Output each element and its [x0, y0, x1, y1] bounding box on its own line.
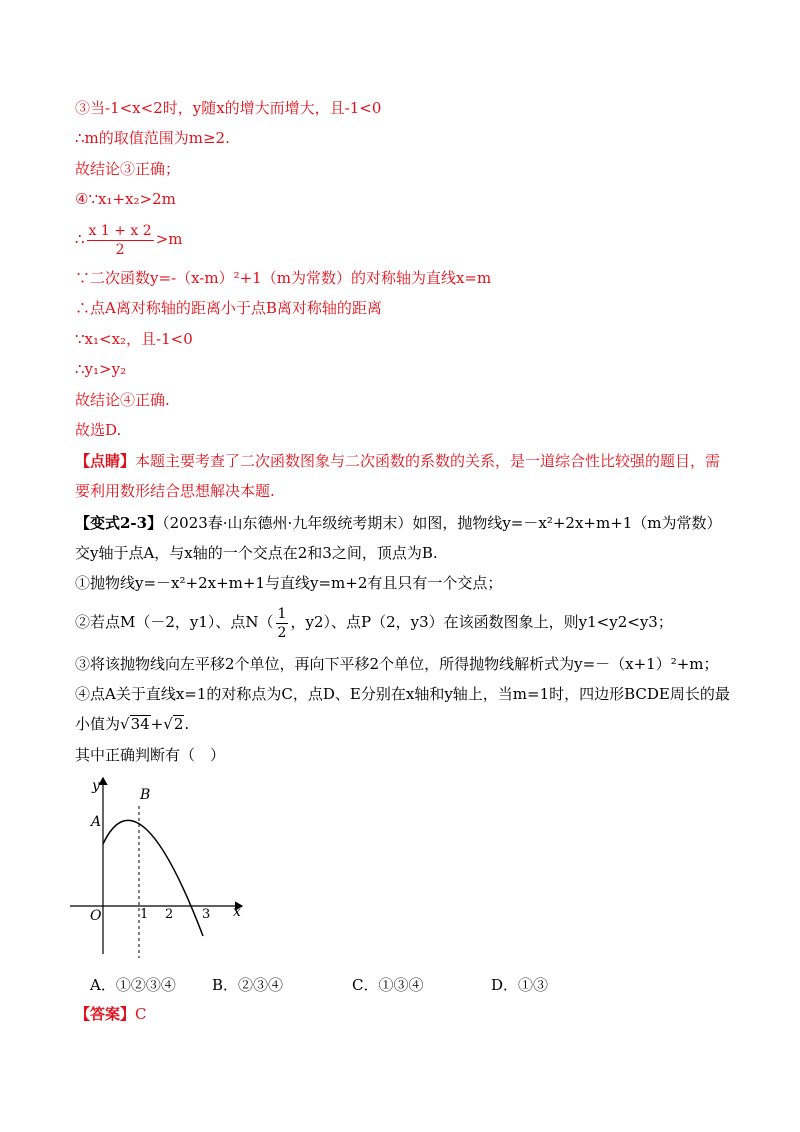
statement-4-prefix: 小值为	[75, 715, 121, 733]
fraction-denominator: 2	[277, 624, 287, 641]
answer-line	[75, 1004, 147, 1024]
x-tick-1: 1	[140, 907, 149, 922]
inequality-tail: >m	[155, 230, 183, 248]
question-prompt: 其中正确判断有（ ）	[75, 746, 226, 764]
variant-paragraph	[75, 508, 735, 568]
solution-line-4: ④∵x₁+x₂>2m	[75, 190, 176, 208]
solution-line-6: ∵二次函数y=-（x-m）²+1（m为常数）的对称轴为直线x=m	[75, 269, 492, 287]
solution-line-7: ∴点A离对称轴的距离小于点B离对称轴的距离	[75, 299, 382, 317]
y-axis-label: y	[92, 778, 100, 794]
option-d: D．①③	[491, 976, 549, 994]
point-a-label: A	[91, 814, 102, 830]
solution-line-9: ∴y₁>y₂	[75, 360, 127, 378]
statement-2-prefix: ②若点M（－2，y1）、点N（	[75, 613, 274, 631]
fraction-denominator: 2	[115, 241, 125, 258]
comment-tag: 【点睛】	[75, 452, 136, 470]
comment-text: 本题主要考查了二次函数图象与二次函数的系数的关系，是一道综合性比较强的题目，需要利用数形结合思想解决本题.	[75, 452, 721, 500]
variant-tag: 【变式2-3】	[75, 514, 163, 532]
solution-line-2: ∴m的取值范围为m≥2.	[75, 129, 230, 147]
statement-4-line-1: ④点A关于直线x=1的对称点为C，点D、E分别在x轴和y轴上，当m=1时，四边形BCDE周长的最	[75, 685, 730, 703]
option-a: A．①②③④	[90, 976, 176, 994]
solution-line-11: 故选D.	[75, 421, 122, 439]
solution-line-3: 故结论③正确；	[75, 160, 181, 178]
fraction-one-half	[276, 605, 289, 642]
x-tick-2: 2	[165, 907, 174, 922]
parabola-curve	[103, 820, 203, 936]
parabola-graph	[70, 772, 260, 962]
statement-4-line-2	[75, 714, 189, 734]
answer-tag: 【答案】	[75, 1005, 136, 1023]
statement-1: ①抛物线y=－x²+2x+m+1与直线y=m+2有且只有一个交点；	[75, 574, 503, 592]
therefore-symbol: ∴	[75, 230, 85, 248]
variant-text: （2023春·山东德州·九年级统考期末）如图，抛物线y=－x²+2x+m+1（m为常数）交y轴于点A，与x轴的一个交点在2和3之间，顶点为B.	[75, 514, 722, 562]
radicand-2: 2	[173, 715, 184, 733]
statement-3: ③将该抛物线向左平移2个单位，再向下平移2个单位，所得抛物线解析式为y=－（x+1）²+m；	[75, 655, 719, 673]
fraction-numerator: 1	[277, 605, 287, 622]
x-axis-label: x	[233, 904, 241, 920]
fraction-numerator: x 1 + x 2	[88, 222, 152, 239]
radicand-34: 34	[130, 715, 150, 733]
solution-line-5	[75, 220, 182, 259]
answer-value: C	[135, 1005, 147, 1023]
statement-2	[75, 602, 673, 642]
option-c: C．①③④	[352, 976, 424, 994]
solution-line-1: ③当-1<x<2时，y随x的增大而增大，且-1<0	[75, 99, 382, 117]
fraction-x1-x2-over-2	[87, 222, 154, 259]
plus-sign: +	[150, 715, 164, 733]
comment-paragraph	[75, 446, 735, 506]
point-b-label: B	[140, 787, 151, 803]
statement-4-suffix: .	[184, 715, 190, 733]
x-tick-3: 3	[202, 907, 211, 922]
sqrt-sign-icon: √	[163, 715, 173, 733]
statement-2-suffix: ，y2）、点P（2，y3）在该函数图象上，则y1<y2<y3；	[290, 613, 673, 631]
solution-line-8: ∵x₁<x₂，且-1<0	[75, 330, 193, 348]
solution-line-10: 故结论④正确.	[75, 391, 170, 409]
origin-label: O	[90, 908, 102, 924]
option-b: B．②③④	[212, 976, 284, 994]
sqrt-sign-icon: √	[120, 715, 130, 733]
